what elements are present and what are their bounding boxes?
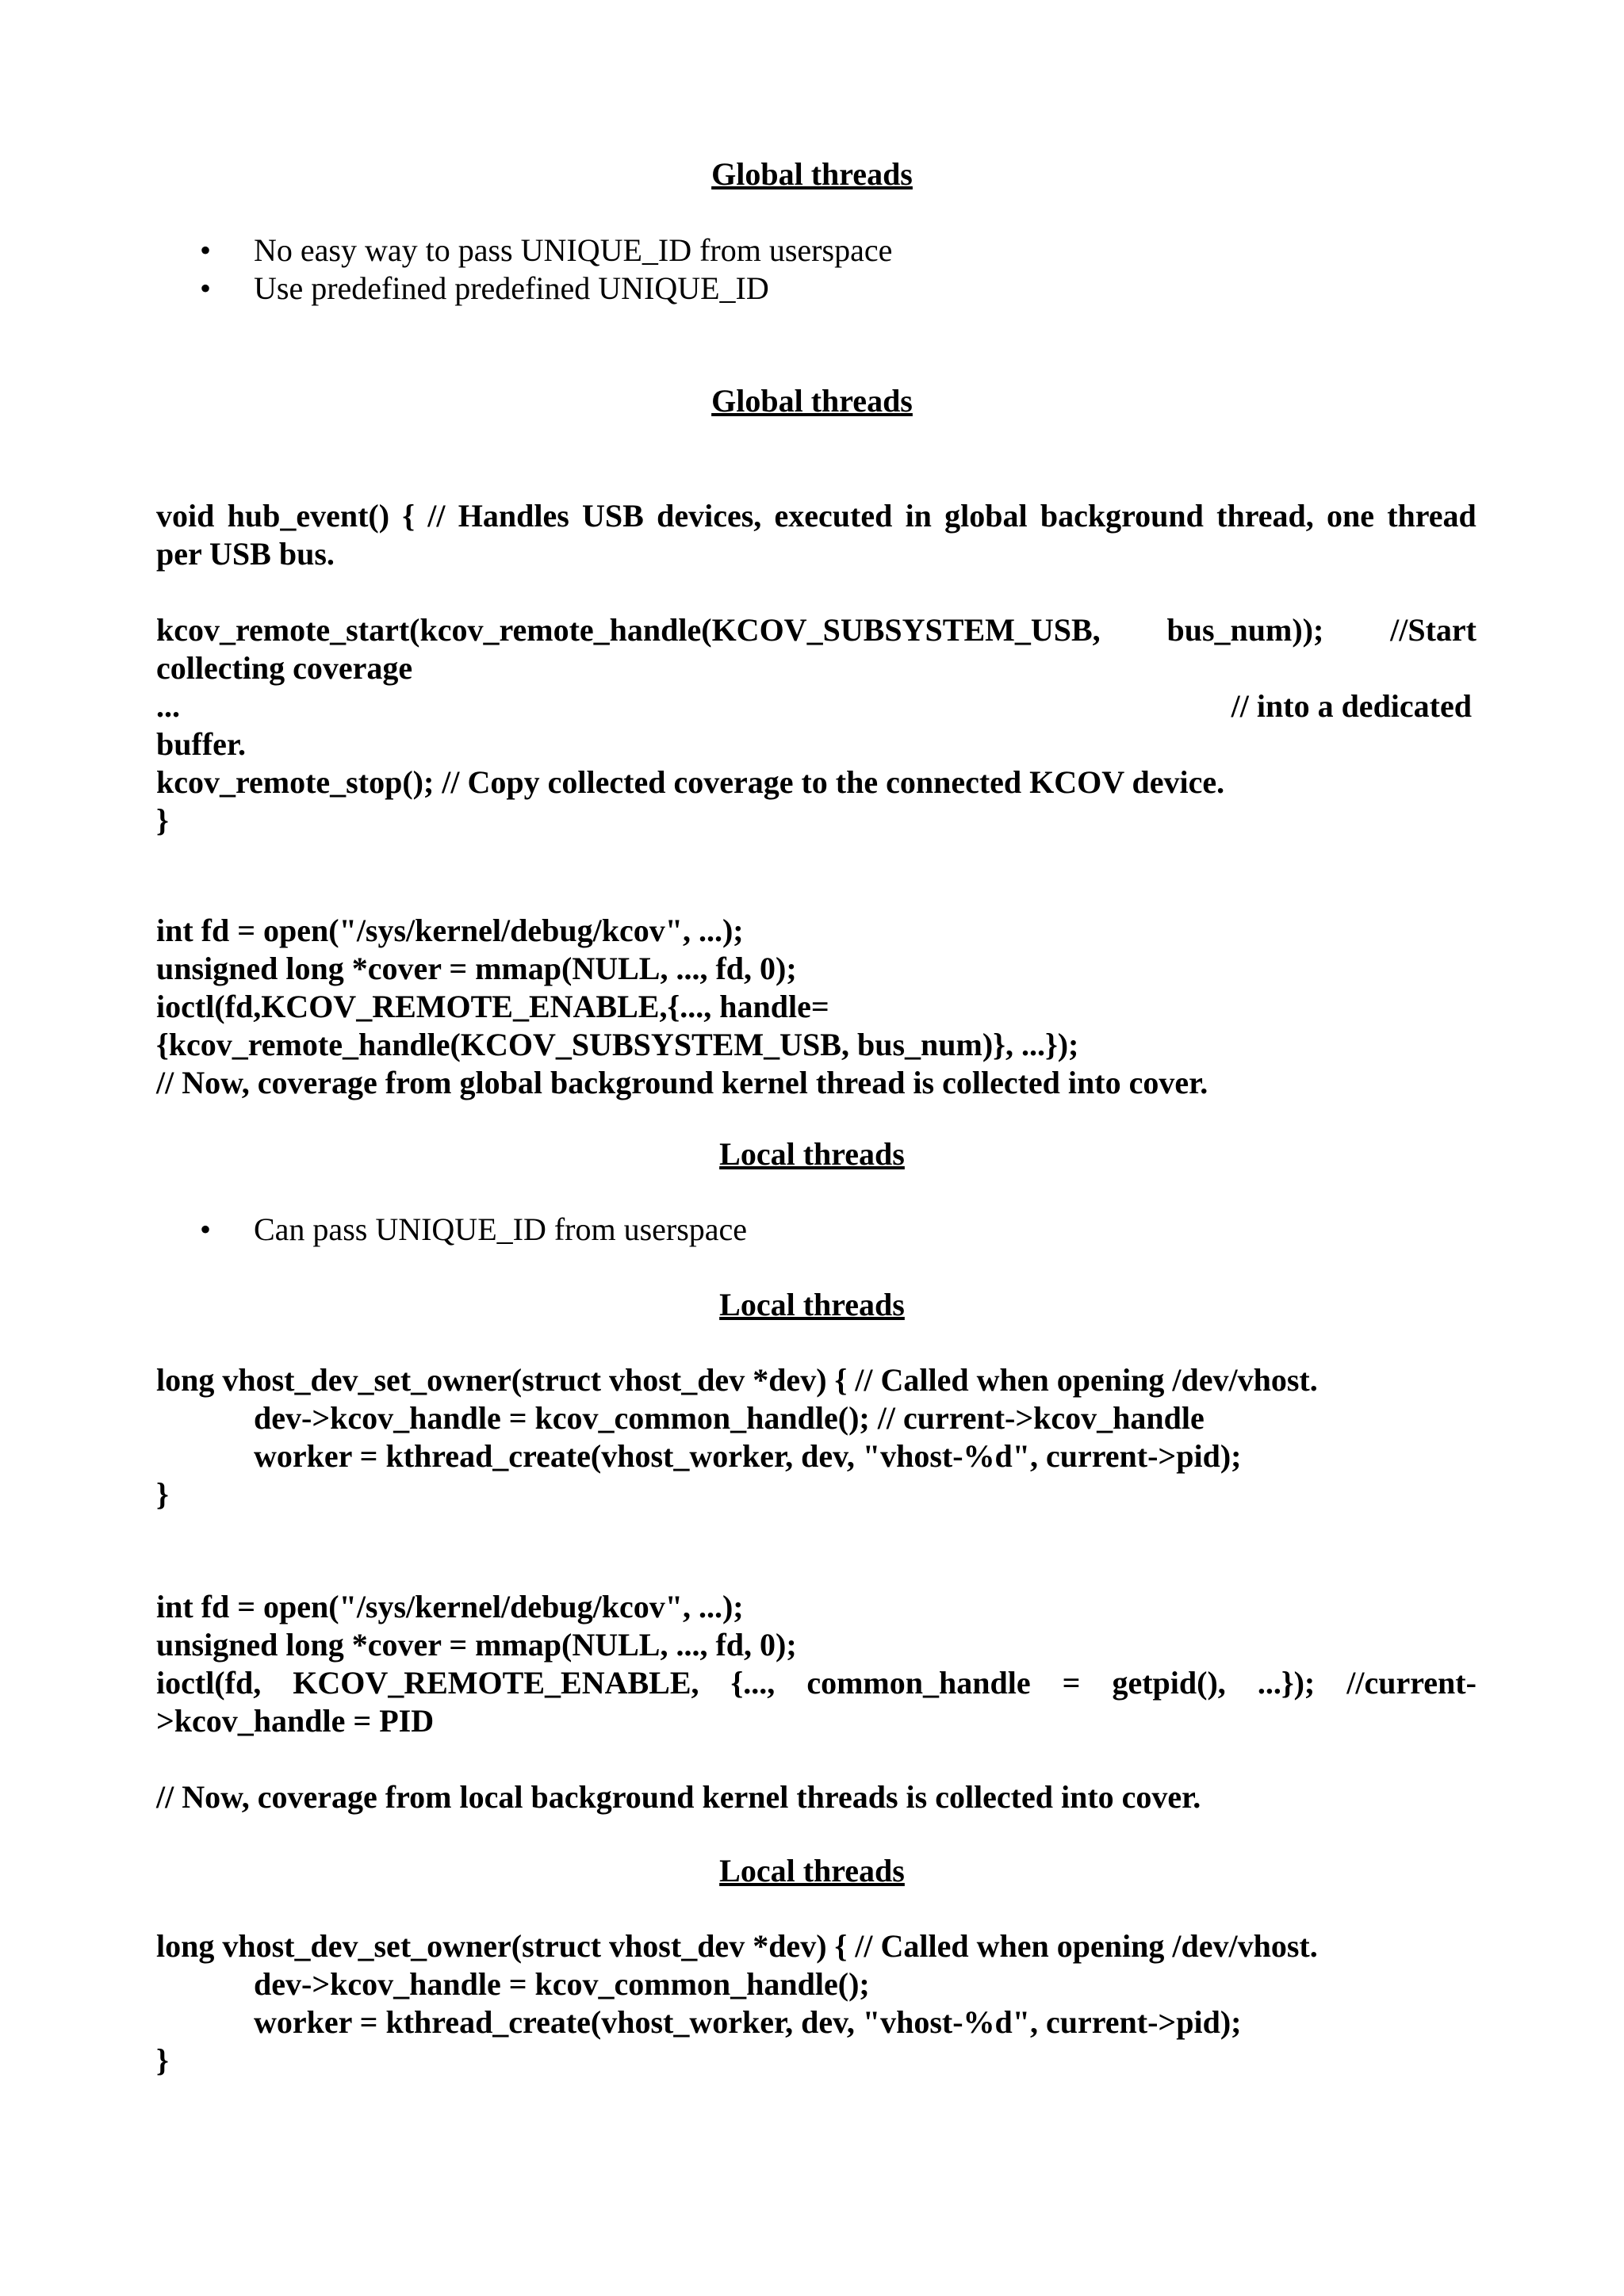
code-line: void hub_event() { // Handles USB devices, executed in global background thread, one thread — [156, 498, 1477, 534]
code-block-vhost-owner — [156, 1361, 1477, 1513]
code-line: ioctl(fd,KCOV_REMOTE_ENABLE,{..., handle= — [156, 989, 829, 1024]
code-line: // Now, coverage from local background kernel threads is collected into cover. — [156, 1779, 1201, 1815]
code-line: dev->kcov_handle = kcov_common_handle(); — [254, 1966, 870, 2002]
code-line: unsigned long *cover = mmap(NULL, ..., fd, 0); — [156, 1627, 797, 1663]
code-line: long vhost_dev_set_owner(struct vhost_dev *dev) { // Called when opening /dev/vhost. — [156, 1928, 1318, 1964]
code-line: } — [156, 802, 169, 838]
code-line: } — [156, 1476, 169, 1512]
code-line: kcov_remote_start(kcov_remote_handle(KCOV_SUBSYSTEM_USB, bus_num)); //Start — [156, 612, 1477, 648]
code-line: long vhost_dev_set_owner(struct vhost_dev *dev) { // Called when opening /dev/vhost. — [156, 1362, 1318, 1398]
code-line: } — [156, 2042, 169, 2078]
code-block-vhost-owner-2 — [156, 1927, 1477, 2080]
code-line: buffer. — [156, 726, 246, 762]
code-line: ... // into a dedicated — [156, 688, 1472, 724]
section-heading-local-threads-3: Local threads — [719, 1853, 905, 1888]
bullet-list-global-threads — [200, 232, 892, 308]
bullet-icon: • — [200, 1211, 212, 1247]
code-block-kcov-usb-userspace — [156, 912, 1477, 1102]
code-block-kcov-local-userspace — [156, 1588, 1477, 1816]
code-line: int fd = open("/sys/kernel/debug/kcov", ...); — [156, 913, 744, 948]
bullet-list-local-threads — [200, 1211, 747, 1249]
code-line: int fd = open("/sys/kernel/debug/kcov", ...); — [156, 1589, 744, 1624]
section-heading-local-threads-2: Local threads — [719, 1287, 905, 1322]
section-heading-global-threads-2: Global threads — [711, 383, 913, 419]
code-line: kcov_remote_stop(); // Copy collected coverage to the connected KCOV device. — [156, 764, 1225, 800]
code-line: per USB bus. — [156, 536, 335, 572]
code-line: worker = kthread_create(vhost_worker, dev, "vhost-%d", current->pid); — [254, 2004, 1242, 2040]
code-line: worker = kthread_create(vhost_worker, dev, "vhost-%d", current->pid); — [254, 1438, 1242, 1474]
code-line: {kcov_remote_handle(KCOV_SUBSYSTEM_USB, bus_num)}, ...}); — [156, 1027, 1079, 1062]
code-line: collecting coverage — [156, 650, 413, 686]
list-item: • No easy way to pass UNIQUE_ID from userspace — [200, 232, 893, 268]
bullet-icon: • — [200, 270, 212, 306]
code-line: ioctl(fd, KCOV_REMOTE_ENABLE, {..., common_handle = getpid(), ...}); //current- — [156, 1665, 1477, 1701]
list-item: • Can pass UNIQUE_ID from userspace — [200, 1211, 748, 1247]
code-line: // Now, coverage from global background kernel thread is collected into cover. — [156, 1065, 1208, 1100]
bullet-icon: • — [200, 232, 212, 268]
list-item: • Use predefined predefined UNIQUE_ID — [200, 270, 769, 306]
section-heading-global-threads-1: Global threads — [711, 156, 913, 192]
code-block-hub-event — [156, 497, 1477, 840]
section-heading-local-threads-1: Local threads — [719, 1136, 905, 1172]
code-line: unsigned long *cover = mmap(NULL, ..., fd, 0); — [156, 951, 797, 986]
code-line: dev->kcov_handle = kcov_common_handle(); // current->kcov_handle — [254, 1400, 1205, 1436]
code-line: >kcov_handle = PID — [156, 1703, 435, 1739]
